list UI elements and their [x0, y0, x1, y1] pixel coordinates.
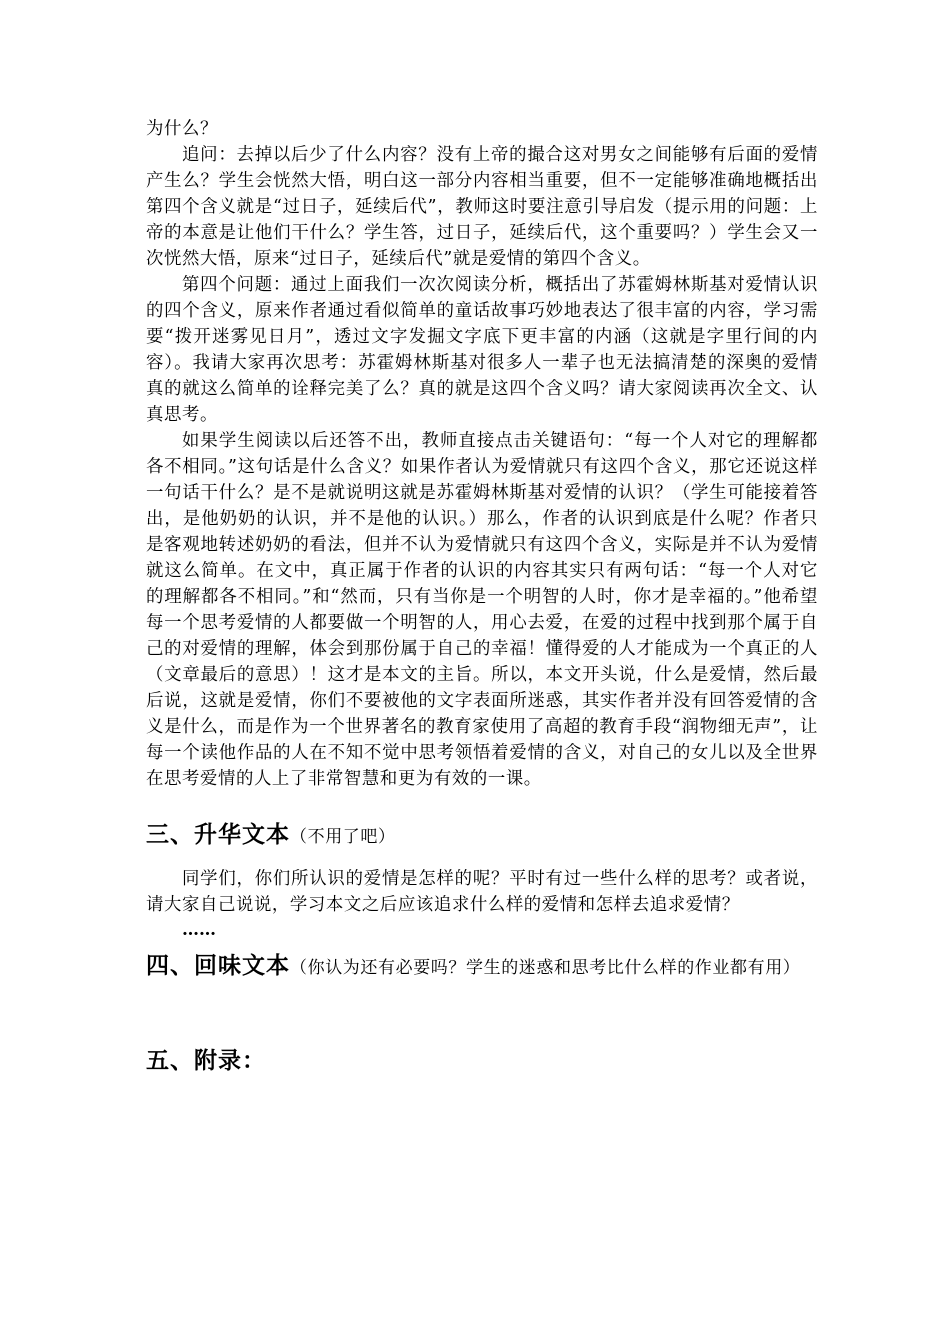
section-three-title: 三、升华文本 [146, 822, 290, 848]
paragraph-follow-up-question: 追问：去掉以后少了什么内容？没有上帝的撮合这对男女之间能够有后面的爱情产生么？学生会恍然大悟，明白这一部分内容相当重要，但不一定能够准确地概括出第四个含义就是“过日子，延续后代”，教师这时要注意引导启发（提示用的问题：上帝的本意是让他们干什么？学生答，过日子，延续后代，这个重要吗？）学生会又一次恍然大悟，原来“过日子，延续后代”就是爱情的第四个含义。 [146, 145, 818, 269]
section-four-heading [146, 950, 818, 986]
paragraph-why: 为什么？ [146, 119, 218, 139]
document-page [146, 116, 818, 1076]
section-four-title: 四、回味文本 [146, 953, 290, 979]
section-four-note: （你认为还有必要吗？学生的迷惑和思考比什么样的作业都有用） [290, 958, 801, 978]
section-three-note: （不用了吧） [290, 827, 396, 847]
paragraph-students-love: 同学们，你们所认识的爱情是怎样的呢？平时有过一些什么样的思考？或者说，请大家自己说说，学习本文之后应该追求什么样的爱情和怎样去追求爱情？ [146, 869, 818, 915]
paragraph-key-sentence: 如果学生阅读以后还答不出，教师直接点击关键语句：“每一个人对它的理解都各不相同。”这句话是什么含义？如果作者认为爱情就只有这四个含义，那它还说这样一句话干什么？是不是就说明这就是苏霍姆林斯基对爱情的认识？（学生可能接着答出，是他奶奶的认识，并不是他的认识。）那么，作者的认识到底是什么呢？作者只是客观地转述奶奶的看法，但并不认为爱情就只有这四个含义，实际是并不认为爱情就这么简单。在文中，真正属于作者的认识的内容其实只有两句话：“每一个人对它的理解都各不相同。”和“然而，只有当你是一个明智的人时，你才是幸福的。”他希望每一个思考爱情的人都要做一个明智的人，用心去爱，在爱的过程中找到那个属于自己的对爱情的理解，体会到那份属于自己的幸福！懂得爱的人才能成为一个真正的人（文章最后的意思）！这才是本文的主旨。所以，本文开头说，什么是爱情，然后最后说，这就是爱情，你们不要被他的文字表面所迷惑，其实作者并没有回答爱情的含义是什么，而是作为一个世界著名的教育家使用了高超的教育手段“润物细无声”，让每一个读他作品的人在不知不觉中思考领悟着爱情的含义，对自己的女儿以及全世界在思考爱情的人上了非常智慧和更为有效的一课。 [146, 431, 818, 789]
section-three-heading [146, 820, 818, 852]
section-five-heading: 五、附录： [146, 1048, 266, 1074]
paragraph-fourth-question: 第四个问题：通过上面我们一次次阅读分析，概括出了苏霍姆林斯基对爱情认识的四个含义，原来作者通过看似简单的童话故事巧妙地表达了很丰富的内容，学习需要“拨开迷雾见日月”，透过文字发掘文字底下更丰富的内涵（这就是字里行间的内容）。我请大家再次思考：苏霍姆林斯基对很多人一辈子也无法搞清楚的深奥的爱情真的就这么简单的诠释完美了么？真的就是这四个含义吗？请大家阅读再次全文、认真思考。 [146, 275, 818, 425]
ellipsis: …… [182, 920, 216, 940]
